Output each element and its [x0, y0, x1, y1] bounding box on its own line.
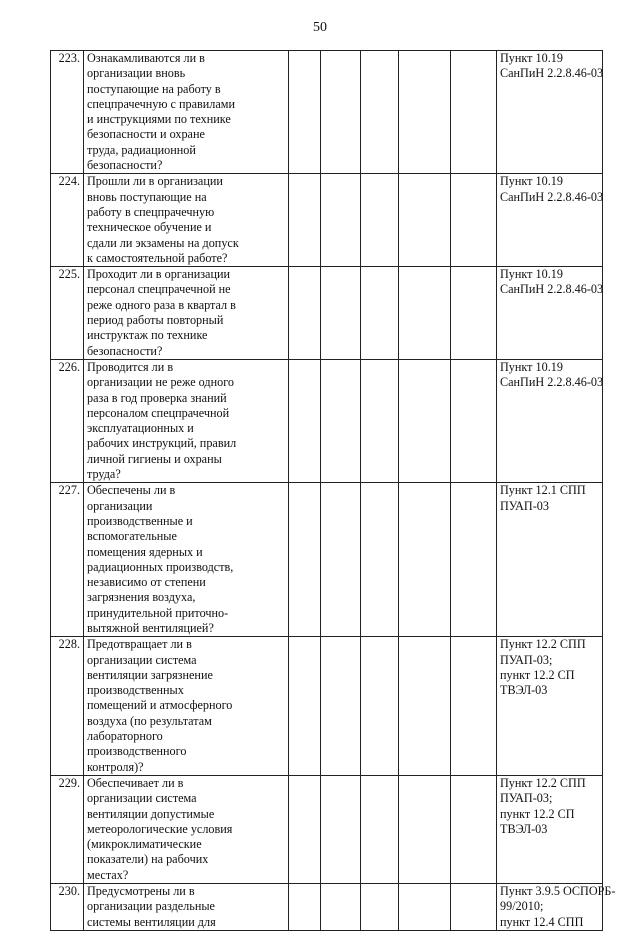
question-text-line: личной гигиены и охраны [87, 451, 222, 466]
regulation-reference-line: пункт 12.4 СПП [500, 914, 584, 929]
empty-answer-cell [321, 637, 361, 776]
question-text-line: Обеспечивает ли в [87, 775, 184, 790]
empty-answer-cell [451, 483, 497, 637]
table-row [51, 483, 603, 637]
question-text-line: реже одного раза в квартал в [87, 297, 236, 312]
question-text-line: местах? [87, 867, 129, 882]
empty-answer-cell [399, 483, 451, 637]
regulation-reference-line: Пункт 12.2 СПП [500, 775, 586, 790]
question-text-line: вновь поступающие на [87, 189, 207, 204]
question-cell [84, 775, 289, 883]
empty-answer-cell [451, 267, 497, 360]
empty-answer-cell [289, 775, 321, 883]
row-number: 226. [51, 359, 84, 482]
question-cell [84, 483, 289, 637]
question-text-line: организации не реже одного [87, 375, 235, 390]
regulation-reference-cell [497, 51, 603, 174]
question-text-line: организации система [87, 652, 197, 667]
question-text-line: производственного [87, 744, 187, 759]
empty-answer-cell [361, 267, 399, 360]
table-row [51, 637, 603, 776]
question-text-line: и инструкциями по технике [87, 112, 231, 127]
question-text-line: производственных [87, 683, 184, 698]
question-text-line: помещений и атмосферного [87, 698, 233, 713]
question-text-line: Прошли ли в организации [87, 174, 223, 189]
question-text-line: эксплуатационных и [87, 421, 194, 436]
question-text-line: инструктаж по технике [87, 328, 208, 343]
empty-answer-cell [321, 174, 361, 267]
question-text-line: вспомогательные [87, 529, 177, 544]
empty-answer-cell [361, 884, 399, 931]
regulation-reference-cell [497, 884, 616, 931]
regulation-reference-cell [497, 267, 603, 360]
question-text-line: показатели) на рабочих [87, 852, 209, 867]
table-row [51, 267, 603, 360]
regulation-reference-line: пункт 12.2 СП [500, 667, 575, 682]
table-row [51, 775, 603, 883]
empty-answer-cell [361, 483, 399, 637]
empty-answer-cell [321, 51, 361, 174]
row-number: 230. [51, 884, 84, 931]
question-text-line: вытяжной вентиляцией? [87, 620, 214, 635]
empty-answer-cell [451, 51, 497, 174]
empty-answer-cell [451, 174, 497, 267]
question-text-line: поступающие на работу в [87, 81, 221, 96]
empty-answer-cell [361, 174, 399, 267]
question-text-line: сдали ли экзамены на допуск [87, 235, 239, 250]
empty-answer-cell [289, 884, 321, 931]
regulation-reference-cell [497, 483, 603, 637]
empty-answer-cell [361, 775, 399, 883]
question-text-line: Проводится ли в [87, 359, 174, 374]
question-text-line: безопасности и охране [87, 127, 205, 142]
page-number: 50 [313, 20, 327, 35]
question-text-line: безопасности? [87, 158, 163, 173]
question-text-line: производственные и [87, 513, 193, 528]
table-row [51, 174, 603, 267]
row-number: 229. [51, 775, 84, 883]
row-number: 227. [51, 483, 84, 637]
question-text-line: помещения ядерных и [87, 544, 203, 559]
question-text-line: организации раздельные [87, 899, 215, 914]
question-text-line: Обеспечены ли в [87, 483, 176, 498]
question-text-line: загрязнения воздуха, [87, 590, 196, 605]
question-cell [84, 174, 289, 267]
question-cell [84, 884, 289, 931]
regulation-reference-line: пункт 12.2 СП [500, 806, 575, 821]
question-text-line: принудительной приточно- [87, 605, 229, 620]
table-row [51, 359, 603, 482]
question-text-line: организации вновь [87, 66, 186, 81]
empty-answer-cell [361, 359, 399, 482]
table-row [51, 884, 603, 931]
question-text-line: (микроклиматические [87, 837, 202, 852]
question-text-line: работу в спецпрачечную [87, 204, 215, 219]
question-text-line: метеорологические условия [87, 821, 233, 836]
row-number: 225. [51, 267, 84, 360]
regulation-reference-line: Пункт 12.2 СПП [500, 637, 586, 652]
regulation-reference-line: Пункт 12.1 СПП [500, 483, 586, 498]
empty-answer-cell [289, 267, 321, 360]
empty-answer-cell [289, 637, 321, 776]
question-text-line: Предотвращает ли в [87, 637, 192, 652]
row-number: 223. [51, 51, 84, 174]
regulation-reference-line: СанПиН 2.2.8.46-03 [500, 375, 604, 390]
question-text-line: лабораторного [87, 729, 163, 744]
regulation-reference-line: 99/2010; [500, 899, 544, 914]
empty-answer-cell [289, 51, 321, 174]
regulation-reference-cell [497, 174, 603, 267]
empty-answer-cell [399, 884, 451, 931]
question-text-line: безопасности? [87, 343, 163, 358]
question-cell [84, 51, 289, 174]
regulation-reference-line: СанПиН 2.2.8.46-03 [500, 189, 604, 204]
question-text-line: к самостоятельной работе? [87, 250, 228, 265]
empty-answer-cell [321, 884, 361, 931]
question-text-line: спецпрачечную с правилами [87, 96, 236, 111]
question-text-line: рабочих инструкций, правил [87, 436, 237, 451]
regulation-reference-line: Пункт 3.9.5 ОСПОРБ- [500, 884, 616, 899]
question-text-line: персонал спецпрачечной не [87, 282, 231, 297]
question-text-line: труда, радиационной [87, 142, 196, 157]
empty-answer-cell [399, 174, 451, 267]
empty-answer-cell [399, 267, 451, 360]
row-number: 228. [51, 637, 84, 776]
regulation-reference-cell [497, 359, 603, 482]
empty-answer-cell [321, 359, 361, 482]
question-text-line: воздуха (по результатам [87, 713, 212, 728]
empty-answer-cell [361, 637, 399, 776]
empty-answer-cell [289, 359, 321, 482]
regulation-reference-line: ПУАП-03; [500, 791, 553, 806]
question-text-line: Предусмотрены ли в [87, 884, 195, 899]
question-cell [84, 267, 289, 360]
question-text-line: период работы повторный [87, 313, 224, 328]
question-text-line: радиационных производств, [87, 559, 234, 574]
question-cell [84, 637, 289, 776]
empty-answer-cell [399, 51, 451, 174]
empty-answer-cell [451, 359, 497, 482]
table-row [51, 51, 603, 174]
empty-answer-cell [361, 51, 399, 174]
question-text-line: вентиляции допустимые [87, 806, 215, 821]
question-text-line: организации [87, 498, 153, 513]
question-text-line: системы вентиляции для [87, 914, 216, 929]
regulation-reference-line: СанПиН 2.2.8.46-03 [500, 282, 604, 297]
question-text-line: Проходит ли в организации [87, 267, 231, 282]
empty-answer-cell [399, 775, 451, 883]
question-text-line: организации система [87, 791, 197, 806]
empty-answer-cell [289, 483, 321, 637]
regulation-reference-cell [497, 637, 603, 776]
question-text-line: контроля)? [87, 759, 144, 774]
empty-answer-cell [321, 775, 361, 883]
empty-answer-cell [321, 267, 361, 360]
question-text-line: труда? [87, 467, 121, 482]
regulation-reference-line: Пункт 10.19 [500, 359, 563, 374]
empty-answer-cell [399, 359, 451, 482]
question-text-line: техническое обучение и [87, 220, 212, 235]
regulation-reference-line: ТВЭЛ-03 [500, 683, 548, 698]
empty-answer-cell [321, 483, 361, 637]
empty-answer-cell [451, 884, 497, 931]
regulation-reference-line: СанПиН 2.2.8.46-03 [500, 66, 604, 81]
regulation-reference-line: ПУАП-03 [500, 498, 549, 513]
empty-answer-cell [289, 174, 321, 267]
question-text-line: независимо от степени [87, 575, 206, 590]
question-text-line: Ознакамливаются ли в [87, 51, 205, 65]
regulation-reference-line: Пункт 10.19 [500, 51, 563, 65]
regulation-reference-line: Пункт 10.19 [500, 267, 563, 282]
row-number: 224. [51, 174, 84, 267]
question-cell [84, 359, 289, 482]
empty-answer-cell [451, 775, 497, 883]
checklist-table [50, 50, 616, 931]
question-text-line: персоналом спецпрачечной [87, 405, 230, 420]
regulation-reference-cell [497, 775, 603, 883]
regulation-reference-line: Пункт 10.19 [500, 174, 563, 189]
regulation-reference-line: ТВЭЛ-03 [500, 821, 548, 836]
empty-answer-cell [451, 637, 497, 776]
question-text-line: раза в год проверка знаний [87, 390, 227, 405]
regulation-reference-line: ПУАП-03; [500, 652, 553, 667]
question-text-line: вентиляции загрязнение [87, 667, 213, 682]
empty-answer-cell [399, 637, 451, 776]
